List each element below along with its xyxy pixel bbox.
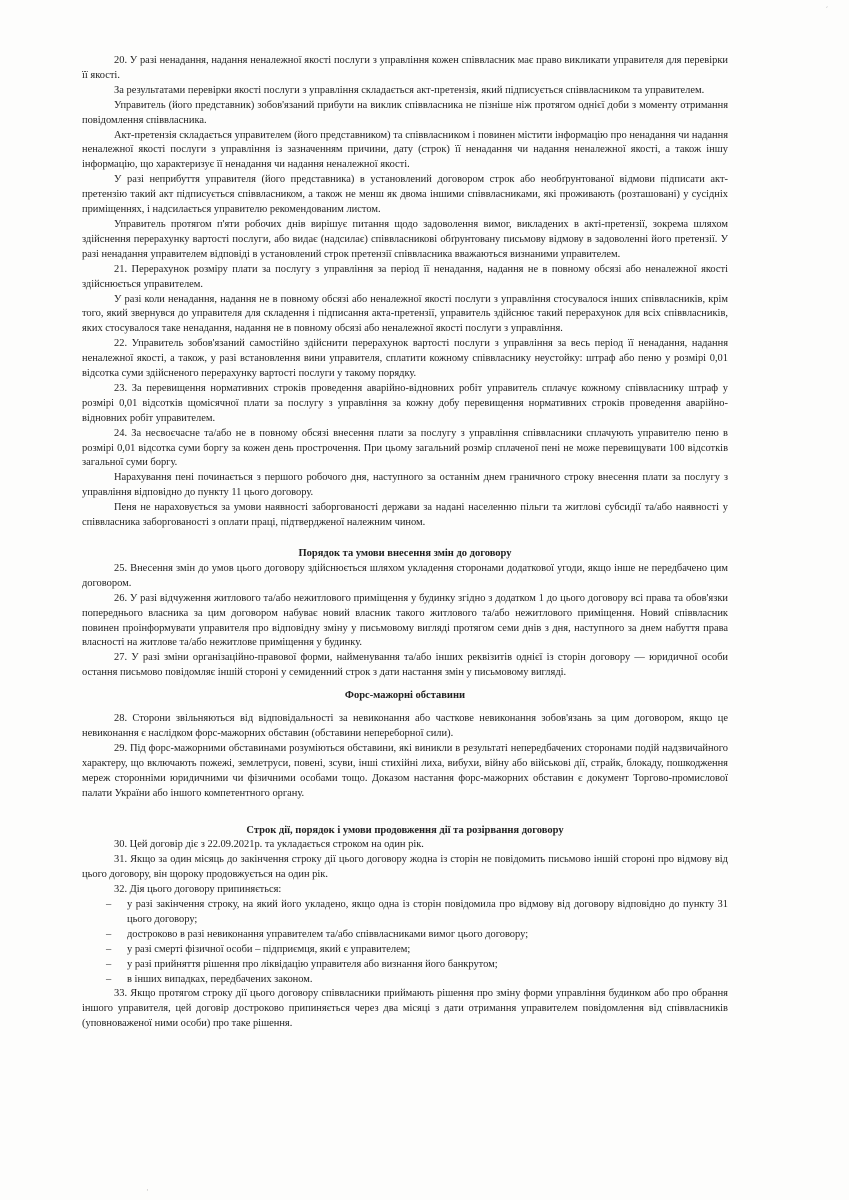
section-heading-term: Строк дії, порядок і умови продовження дії та розірвання договору [246,824,564,836]
paragraph-24: 24. За несвоєчасне та/або не в повному обсязі внесення плати за послугу з управління співвласники сплачують управителю пеню в розмірі 0,01 відсотка суми боргу за кожен день прострочення. При цьому загальний розмір сплаченої пені не може перевищувати 100 відсотків загальної суми боргу. [82,427,728,469]
list-item: – у разі смерті фізичної особи – підприємця, який є управителем; [82,943,728,958]
paragraph-31: 31. Якщо за один місяць до закінчення строку дії цього договору жодна із сторін не повідомить письмово іншій стороні про відмову від цього договору, він щороку продовжується на один рік. [82,854,728,881]
list-item: – у разі закінчення строку, на який його укладено, якщо одна із сторін повідомила про відмову від договору відповідно до пункту 31 цього договору; [82,898,728,928]
section-heading-changes: Порядок та умови внесення змін до договору [298,548,512,559]
paragraph-27: 27. У разі зміни організаційно-правової форми, найменування та/або інших реквізитів однієї із сторін договору — юридичної особи остання письмово повідомляє іншій стороні у семиденний строк з дати настання змін у письмовому вигляді. [82,652,728,679]
scan-artifact: · [146,1186,149,1196]
paragraph-22: 22. Управитель зобов'язаний самостійно здійснити перерахунок вартості послуги з управління за весь період її ненадання, надання неналежної якості, а також, у разі встановлення вини управителя, сплатити кожному співвласнику неустойку: штраф або пеню у розмірі 0,01 відсотка суми здійсненого перерахунку вартості послуги у такому порядку. [82,338,728,380]
paragraph-20-refusal: У разі неприбуття управителя (його представника) в установлений договором строк або необґрунтованої відмови підписати акт-претензію такий акт підписується співвласником, а також не менш як двома іншими співвласниками, які проживають (розташовані) у сусідніх приміщеннях, і надсилається управителю рекомендованим листом. [82,174,728,216]
list-item: – достроково в разі невиконання управителем та/або співвласниками вимог цього договору; [82,928,728,943]
paragraph-21: 21. Перерахунок розміру плати за послугу з управління за період її ненадання, надання не в повному обсязі або неналежної якості здійснюється управителем. [82,263,728,290]
paragraph-24-accrual: Нарахування пені починається з першого робочого дня, наступного за останнім днем граничного строку внесення плати за послугу з управління відповідно до пункту 11 цього договору. [82,472,728,499]
list-item: – у разі прийняття рішення про ліквідацію управителя або визнання його банкрутом; [82,958,728,973]
paragraph-20-content: Акт-претензія складається управителем (його представником) та співвласником і повинен містити інформацію про ненадання чи надання неналежної якості послуги з управління із зазначенням причини, дату (строк) її ненадання чи надання неналежної якості, а також іншу інформацію, що характеризує її ненадання чи надання неналежної якості. [82,129,728,171]
document-page [82,54,728,1032]
paragraph-33: 33. Якщо протягом строку дії цього договору співвласники приймають рішення про зміну форми управління будинком або про обрання іншого управителя, цей договір достроково припиняється через два місяці з дати отримання управителем повідомлення від співвласників (уповноваженої ними особи) про таке рішення. [82,988,728,1030]
paragraph-20: 20. У разі ненадання, надання неналежної якості послуги з управління кожен співвласник має право викликати управителя для перевірки її якості. [82,55,728,81]
paragraph-30: 30. Цей договір діє з 22.09.2021р. та укладається строком на один рік. [114,839,424,851]
scan-artifact: ′ [826,6,829,16]
section-heading-force-majeure: Форс-мажорні обставини [344,690,466,702]
paragraph-28: 28. Сторони звільняються від відповідальності за невиконання або часткове невиконання зобов'язань за цим договором, якщо це невиконання є наслідком форс-мажорних обставин (обставини непереборної сили). [82,713,728,739]
termination-list [82,898,728,987]
paragraph-20-resolution: Управитель протягом п'яти робочих днів вирішує питання щодо задоволення вимог, викладених в акті-претензії, зокрема шляхом здійснення перерахунку вартості послуги, або видає (надсилає) співвласникові обґрунтовану письмову відмову в задоволенні його претензії. У разі ненадання управителем відповіді в установлений строк претензії співвласника вважаються визнаними управителем. [82,218,728,260]
list-item: – в інших випадках, передбачених законом. [82,973,728,988]
paragraph-26: 26. У разі відчуження житлового та/або нежитлового приміщення у будинку згідно з додатком 1 до цього договору всі права та обов'язки попереднього власника за цим договором набуває новий власник такого житлового та/або нежитлового приміщення. Новий співвласник повинен проінформувати управителя про відповідну зміну у письмовому вигляді протягом семи днів з дня, наступного за днем набуття права власності на житлове та/або нежитлове приміщення у будинку. [82,592,728,649]
paragraph-20-act: За результатами перевірки якості послуги з управління складається акт-претензія, який підписується співвласником та управителем. [114,84,705,96]
paragraph-29: 29. Під форс-мажорними обставинами розуміються обставини, які виникли в результаті непередбачених сторонами подій надзвичайного характеру, що включають пожежі, землетруси, повені, зсуви, інші стихійні лиха, вибухи, війну або військові дії, страйк, блокаду, пошкодження мереж сторонніми юридичними чи фізичними особами тощо. Доказом настання форс-мажорних обставин є документ Торгово-промислової палати України або іншого компетентного органу. [82,742,728,799]
paragraph-23: 23. За перевищення нормативних строків проведення аварійно-відновних робіт управитель сплачує кожному співвласнику штраф у розмірі 0,01 відсотків щомісячної плати за послугу з управління за кожну добу перевищення нормативних строків проведення аварійно-відновних робіт управителем. [82,382,728,424]
paragraph-21-others: У разі коли ненадання, надання не в повному обсязі або неналежної якості послуги з управління стосувалося інших співвласників, крім того, який звернувся до управителя для складення і підписання акта-претензії, управитель здійснює такий перерахунок для всіх співвласників, яких стосувалося таке ненадання, надання не в повному обсязі або неналежної якості послуги з управління. [82,293,728,335]
paragraph-32: 32. Дія цього договору припиняється: [114,884,282,896]
paragraph-24-exception: Пеня не нараховується за умови наявності заборгованості держави за надані населенню пільги та житлові субсидії та/або наявності у співвласника заборгованості з оплати праці, підтвердженої належним чином. [82,502,728,529]
paragraph-25: 25. Внесення змін до умов цього договору здійснюється шляхом укладення сторонами додаткової угоди, якщо інше не передбачено цим договором. [82,562,728,589]
paragraph-20-arrival: Управитель (його представник) зобов'язаний прибути на виклик співвласника не пізніше ніж протягом однієї доби з моменту отримання повідомлення співвласника. [82,99,728,126]
